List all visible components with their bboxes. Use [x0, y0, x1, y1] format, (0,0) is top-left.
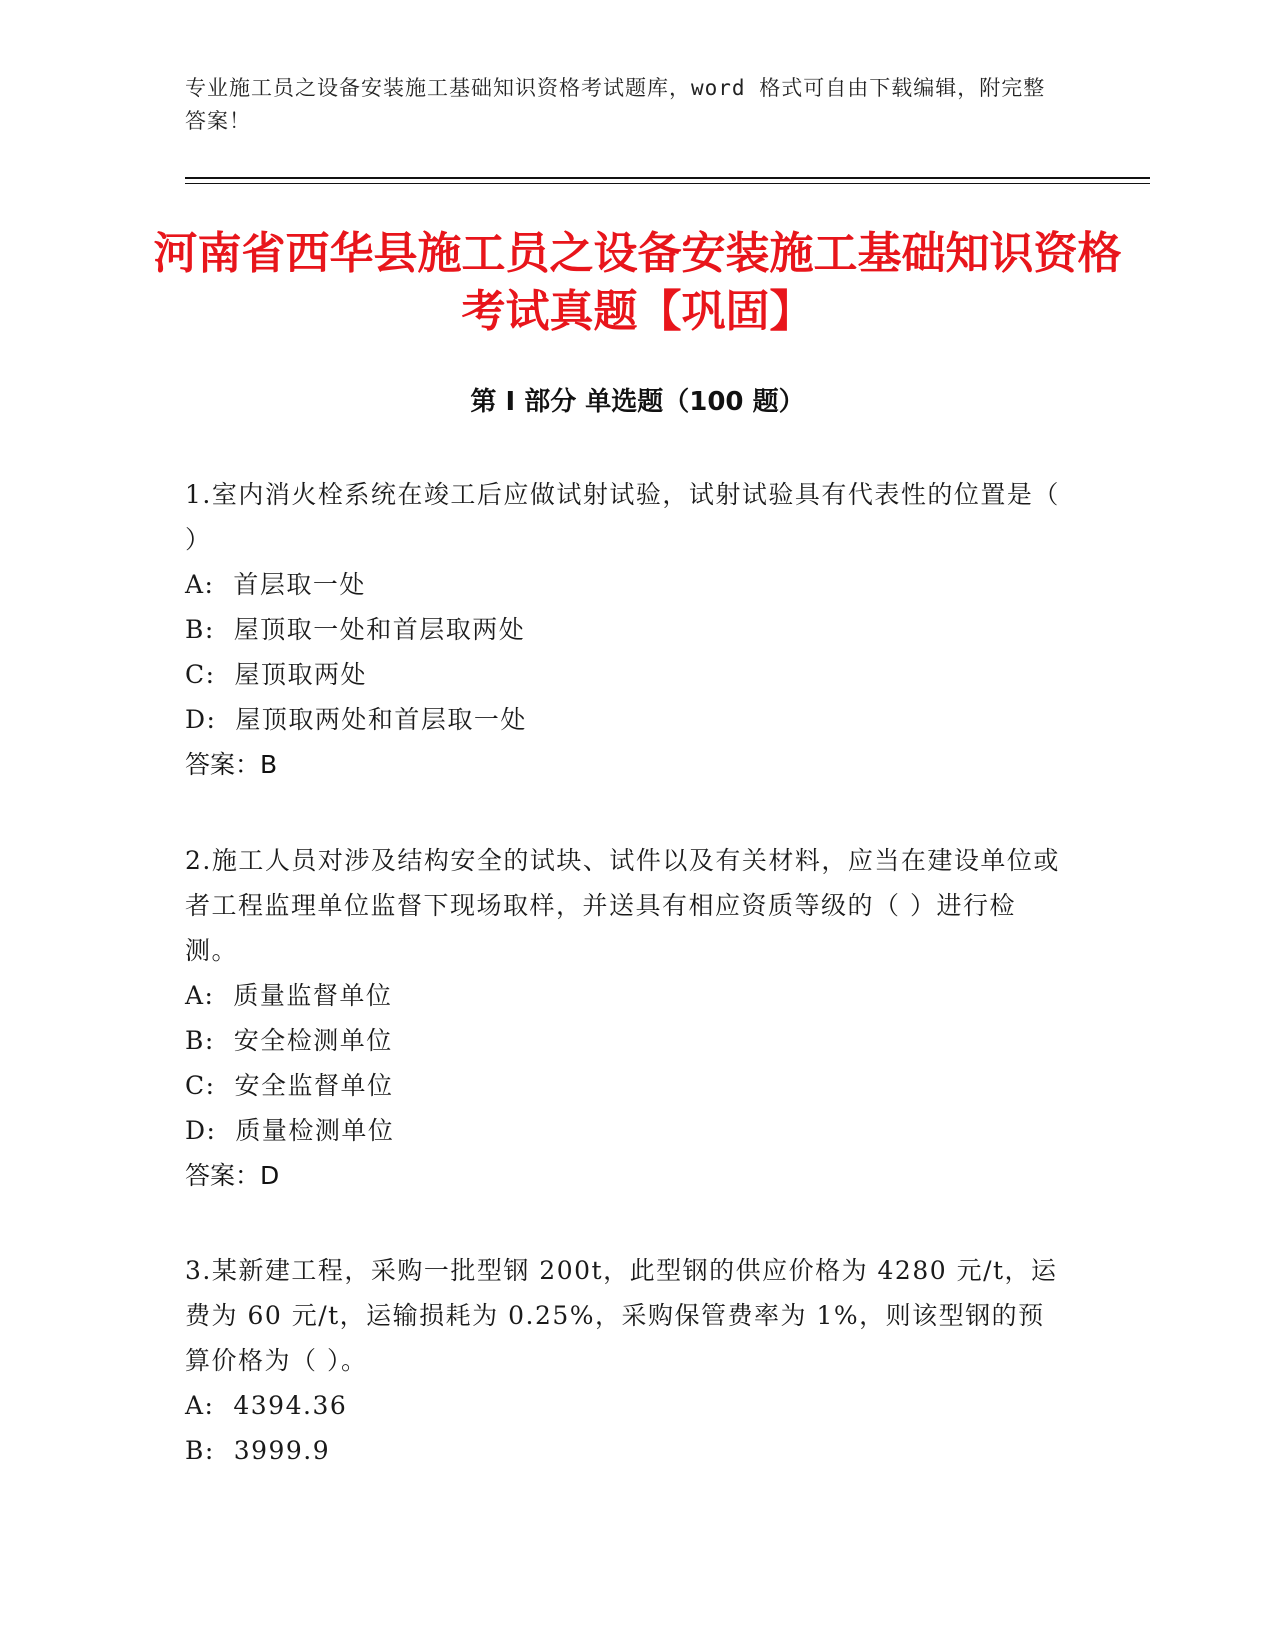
question-stem: 3.某新建工程，采购一批型钢 200t，此型钢的供应价格为 4280 元/t，运费为 60 元/t，运输损耗为 0.25%，采购保管费率为 1%，则该型钢的预算价格为（ ）。 [185, 1256, 1058, 1375]
header-note: 专业施工员之设备安装施工基础知识资格考试题库，word 格式可自由下载编辑，附完整答案！ [185, 76, 1046, 133]
question-stem: 1.室内消火栓系统在竣工后应做试射试验，试射试验具有代表性的位置是（ ） [185, 480, 1060, 554]
option-d: D: 质量检测单位 [185, 1116, 395, 1145]
option-c: C: 屋顶取两处 [185, 660, 367, 689]
option-c: C: 安全监督单位 [185, 1071, 394, 1100]
section-heading: 第 I 部分 单选题（100 题） [470, 387, 805, 417]
option-b: B: 屋顶取一处和首层取两处 [185, 615, 526, 644]
option-b: B: 3999.9 [185, 1436, 331, 1465]
option-a: A: 首层取一处 [185, 570, 366, 599]
option-a: A: 4394.36 [185, 1391, 348, 1420]
question-2 [185, 838, 1065, 1198]
document-title: 河南省西华县施工员之设备安装施工基础知识资格考试真题【巩固】 [153, 228, 1122, 337]
question-3 [185, 1248, 1065, 1473]
header-divider-thick [185, 177, 1150, 179]
question-stem: 2.施工人员对涉及结构安全的试块、试件以及有关材料，应当在建设单位或者工程监理单位监督下现场取样，并送具有相应资质等级的（ ）进行检测。 [185, 846, 1060, 965]
option-a: A: 质量监督单位 [185, 981, 393, 1010]
answer: 答案：D [185, 1161, 280, 1190]
answer: 答案：B [185, 750, 278, 779]
option-b: B: 安全检测单位 [185, 1026, 393, 1055]
question-1 [185, 472, 1065, 787]
option-d: D: 屋顶取两处和首层取一处 [185, 705, 527, 734]
header-divider-thin [185, 183, 1150, 184]
